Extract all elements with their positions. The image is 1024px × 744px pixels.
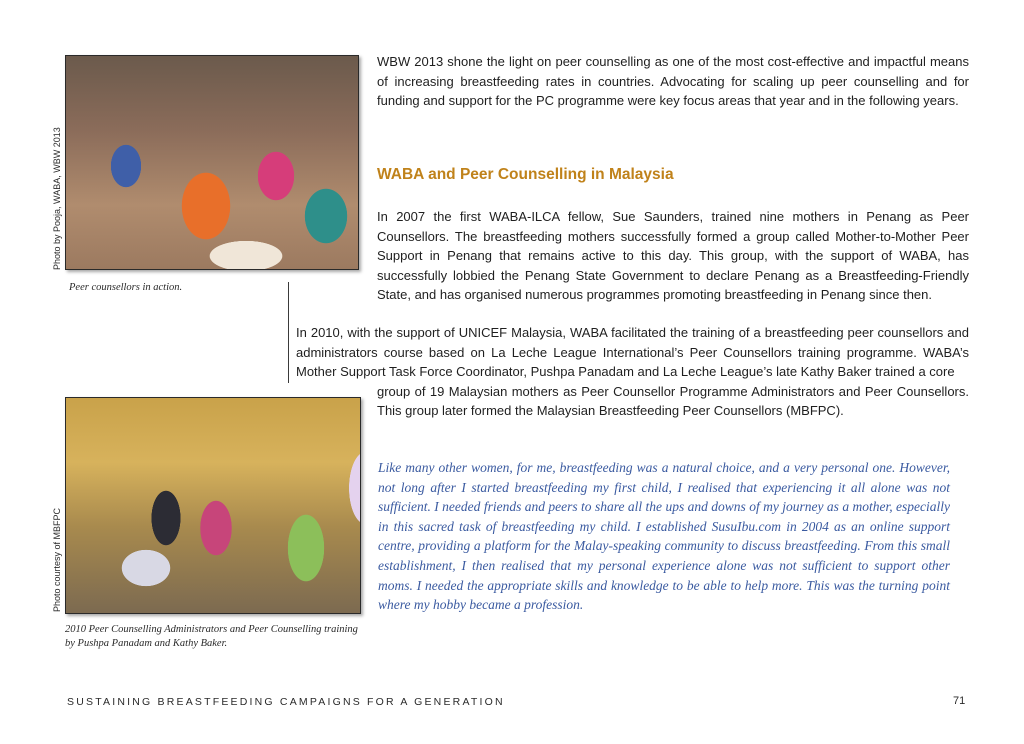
footer-title: SUSTAINING BREASTFEEDING CAMPAIGNS FOR A GENERATION xyxy=(67,696,505,708)
paragraph-2010-lines-indented: group of 19 Malaysian mothers as Peer Counsellor Programme Administrators and Peer Counsellors. This group later formed the Malaysian Breastfeeding Peer Counsellors (MBFPC). xyxy=(377,383,969,418)
intro-paragraph: WBW 2013 shone the light on peer counselling as one of the most cost-effective and impactful means of increasing breastfeeding rates in countries. Advocating for scaling up peer counselling and for funding and support for the PC programme were key focus areas that year and in the following years. xyxy=(377,54,969,108)
paragraph-2007: In 2007 the first WABA-ILCA fellow, Sue Saunders, trained nine mothers in Penang as Peer Counsellors. The breastfeeding mothers successfully formed a group called Mother-to-Mother Peer Support in Penang that remains active to this day. This group, with the support of WABA, has successfully lobbied the Penang State Government to declare Penang as a Breastfeeding-Friendly State, and has organised numerous programmes promoting breastfeeding in Penang since then. xyxy=(377,209,969,302)
photo-credit-1: Photo by Pooja, WABA, WBW 2013 xyxy=(52,127,62,270)
training-group-photo xyxy=(65,397,361,614)
section-heading: WABA and Peer Counselling in Malaysia xyxy=(377,166,674,183)
paragraph-2010-lines-full: In 2010, with the support of UNICEF Malaysia, WABA facilitated the training of a breastfeeding peer counsellors and administrators course based on La Leche League International’s Peer Counsellors training programme. WABA’s Mother Support Task Force Coordinator, Pushpa Panadam and La Leche League’s late Kathy Baker trained a core xyxy=(296,325,969,379)
page-number: 71 xyxy=(953,695,966,707)
testimonial-quote: Like many other women, for me, breastfeeding was a natural choice, and a very personal one. However, not long after I started breastfeeding my first child, I realised that experiencing it all alone was not sufficient. I needed friends and peers to share all the ups and downs of my journey as a mother, especially in this sacred task of breastfeeding my child. I established SusuIbu.com in 2004 as an online support centre, providing a platform for the Malay-speaking community to discuss breastfeeding. From this small establishment, I then realised that my personal experience alone was not sufficient to support other moms. I needed the appropriate skills and knowledge to be able to help more. This was the turning point where my hobby became a profession. xyxy=(378,460,950,613)
peer-counsellors-photo xyxy=(65,55,359,270)
photo-caption-1: Peer counsellors in action. xyxy=(69,282,183,293)
photo-credit-2: Photo courtesy of MBFPC xyxy=(52,507,62,612)
photo-caption-2: 2010 Peer Counselling Administrators and Peer Counselling training by Pushpa Panadam and Kathy Baker. xyxy=(65,624,358,649)
divider-line xyxy=(288,282,289,383)
paragraph-2010 xyxy=(296,323,969,421)
